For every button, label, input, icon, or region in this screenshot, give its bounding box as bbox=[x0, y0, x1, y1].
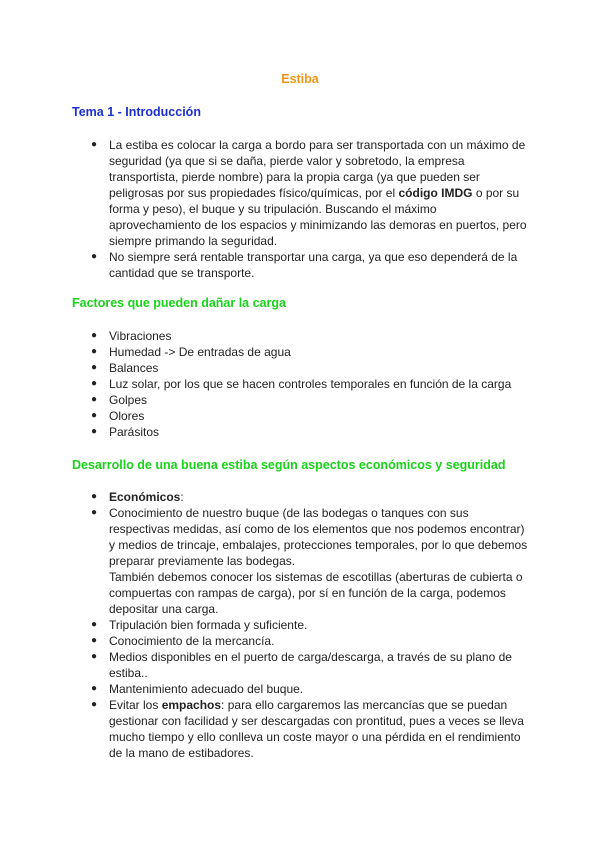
factor-text: Luz solar, por los que se hacen controles temporales en función de la carga bbox=[109, 377, 512, 391]
factor-text: Balances bbox=[109, 361, 159, 375]
intro-text: No siempre será rentable transportar una carga, ya que eso dependerá de la cantidad que se transporte. bbox=[109, 250, 518, 280]
list-item bbox=[91, 344, 531, 360]
economic-label: Económicos bbox=[109, 490, 181, 504]
bullet-icon: ● bbox=[91, 683, 98, 694]
bullet-icon: ● bbox=[91, 139, 98, 150]
bullet-icon: ● bbox=[91, 507, 98, 518]
intro-list bbox=[91, 137, 531, 281]
list-item bbox=[91, 392, 531, 408]
list-item bbox=[91, 697, 531, 761]
list-item bbox=[91, 137, 531, 249]
economic-colon: : bbox=[180, 490, 184, 504]
factor-text: Parásitos bbox=[109, 425, 160, 439]
factor-text: Humedad -> De entradas de agua bbox=[109, 345, 291, 359]
port-means-text: Medios disponibles en el puerto de carga/descarga, a través de su plano de estiba.. bbox=[109, 650, 512, 680]
list-item bbox=[91, 376, 531, 392]
intro-heading: Tema 1 - Introducción bbox=[72, 105, 201, 119]
bullet-icon: ● bbox=[91, 378, 98, 389]
bullet-icon: ● bbox=[91, 346, 98, 357]
list-item bbox=[91, 617, 531, 633]
bullet-icon: ● bbox=[91, 362, 98, 373]
bullet-icon: ● bbox=[91, 394, 98, 405]
bullet-icon: ● bbox=[91, 699, 98, 710]
list-item bbox=[91, 424, 531, 440]
bullet-icon: ● bbox=[91, 651, 98, 662]
maintenance-text: Mantenimiento adecuado del buque. bbox=[109, 682, 304, 696]
development-list bbox=[91, 489, 531, 761]
factor-text: Vibraciones bbox=[109, 329, 172, 343]
factor-text: Golpes bbox=[109, 393, 148, 407]
bullet-icon: ● bbox=[91, 426, 98, 437]
bullet-icon: ● bbox=[91, 491, 98, 502]
development-heading: Desarrollo de una buena estiba según aspectos económicos y seguridad bbox=[72, 458, 506, 472]
merchandise-text: Conocimiento de la mercancía. bbox=[109, 634, 275, 648]
intro-text-part2: o por su forma y peso), el buque y su tripulación. Buscando el máximo aprovechamiento de los espacios y minimizando las demoras en puertos, pero siempre primando la seguridad. bbox=[109, 186, 527, 248]
list-item bbox=[91, 408, 531, 424]
avoid-text: : para ello cargaremos las mercancías que se puedan gestionar con facilidad y ser descargadas con prontitud, pues a veces se lleva mucho tiempo y ello conlleva un coste mayor o una pérdida en el rendimiento de la mano de estibadores. bbox=[109, 698, 524, 760]
list-item bbox=[91, 360, 531, 376]
bullet-icon: ● bbox=[91, 410, 98, 421]
bullet-icon: ● bbox=[91, 330, 98, 341]
bullet-icon: ● bbox=[91, 619, 98, 630]
list-item bbox=[91, 649, 531, 681]
document-title: Estiba bbox=[281, 72, 319, 86]
knowledge-paragraph-2: También debemos conocer los sistemas de escotillas (aberturas de cubierta o compuertas con rampas de carga), por sí en función de la carga, podemos depositar una carga. bbox=[109, 570, 523, 616]
imdg-code-term: código IMDG bbox=[398, 186, 473, 200]
crew-text: Tripulación bien formada y suficiente. bbox=[109, 618, 308, 632]
bullet-icon: ● bbox=[91, 251, 98, 262]
empachos-term: empachos bbox=[161, 698, 222, 712]
list-item bbox=[91, 633, 531, 649]
list-item bbox=[91, 489, 531, 505]
list-item bbox=[91, 505, 531, 617]
list-item bbox=[91, 681, 531, 697]
knowledge-paragraph-1: Conocimiento de nuestro buque (de las bodegas o tanques con sus respectivas medidas, así como de los elementos que nos podemos encontrar) y medios de trincaje, embalajes, protecciones temporales, por lo que debemos preparar previamente las bodegas. bbox=[109, 506, 528, 568]
factor-text: Olores bbox=[109, 409, 145, 423]
avoid-prefix: Evitar los bbox=[109, 698, 162, 712]
factors-list bbox=[91, 328, 531, 440]
factors-heading: Factores que pueden dañar la carga bbox=[72, 296, 286, 310]
list-item bbox=[91, 249, 531, 281]
intro-text-part1: La estiba es colocar la carga a bordo para ser transportada con un máximo de seguridad (ya que si se daña, pierde valor y sobretodo, la empresa transportista, pierde nombre) para la propia carga (ya que pueden ser peligrosas por sus propiedades físico/químicas, por el bbox=[109, 138, 526, 200]
list-item bbox=[91, 328, 531, 344]
bullet-icon: ● bbox=[91, 635, 98, 646]
